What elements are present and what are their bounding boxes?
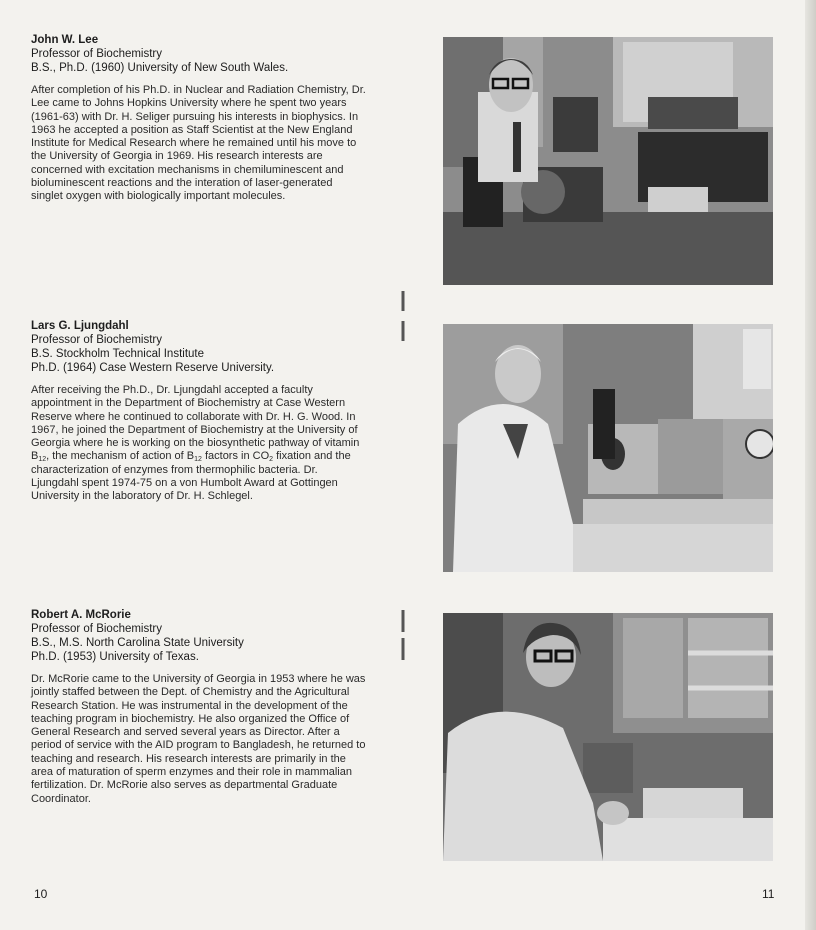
faculty-name: Robert A. McRorie [31,609,131,621]
bio-text: factors in CO [201,450,270,463]
faculty-title: Professor of Biochemistry [31,48,163,60]
faculty-name: Lars G. Ljungdahl [31,320,129,332]
bio-text: fixation and the characterization of enzymes from thermophilic bacteria. Dr. Ljungdahl spent 1974-75 on a von Humbolt Award at Gottingen University in the laboratory of Dr. H. Schlegel. [31,450,351,503]
page-number-right: 11 [762,887,775,901]
faculty-entry-lee [31,33,366,204]
page-fold [805,0,816,930]
faculty-title: Professor of Biochemistry [31,334,163,346]
bio-subscript: 12 [194,456,202,464]
faculty-name: John W. Lee [31,34,99,46]
photo-ljungdahl [443,324,773,572]
binding-staple [400,291,406,341]
faculty-degree: B.S., M.S. North Carolina State University [31,637,244,649]
bio-subscript: 2 [269,456,274,464]
faculty-entry-mcrorie [31,608,366,806]
photo-mcrorie [443,613,773,861]
faculty-degree: Ph.D. (1953) University of Texas. [31,651,199,663]
faculty-degree: Ph.D. (1964) Case Western Reserve University. [31,362,275,374]
faculty-title: Professor of Biochemistry [31,623,163,635]
bio-subscript: 12 [38,456,47,464]
binding-staple [400,610,406,660]
faculty-bio: Dr. McRorie came to the University of Georgia in 1953 where he was jointly staffed between the Dept. of Chemistry and the Agricultural Research Station. He was instrumental in the development of the teaching program in biochemistry. He also organized the Office of General Research and served several years as Director. After a period of service with the AID program to Bangladesh, he returned to teaching and research. His research interests are primarily in the area of maturation of sperm enzymes and their role in mammalian fertilization. Dr. McRorie also serves as departmental Graduate Coordinator. [31,673,366,805]
faculty-bio: After completion of his Ph.D. in Nuclear and Radiation Chemistry, Dr. Lee came to Johns Hopkins University where he spent two years (1961-63) with Dr. H. Seliger pursuing his interests in biophysics. In 1963 he accepted a position as Staff Scientist at the New England Institute for Medical Research where he remained until his move to the University of Georgia in 1969. His research interests are concerned with excitation mechanisms in chemiluminescent and bioluminescent reactions and the interation of laser-generated singlet oxygen with biologically important molecules. [31,84,366,203]
faculty-degree: B.S., Ph.D. (1960) University of New South Wales. [31,62,289,74]
bio-text: , the mechanism of action of B [46,450,195,463]
faculty-entry-ljungdahl [31,319,366,504]
bio-text: After receiving the Ph.D., Dr. Ljungdahl accepted a faculty appointment in the Department of Biochemistry at Case Western Reserve where he continued to collaborate with Dr. H. G. Wood. In 1967, he joined the Department of Biochemistry at the University of Georgia where he is working on the biosynthetic pathway of vitamin B [31,384,360,463]
faculty-bio [31,384,366,504]
photo-lee [443,37,773,285]
page-number-left: 10 [34,887,48,901]
faculty-degree: B.S. Stockholm Technical Institute [31,348,205,360]
